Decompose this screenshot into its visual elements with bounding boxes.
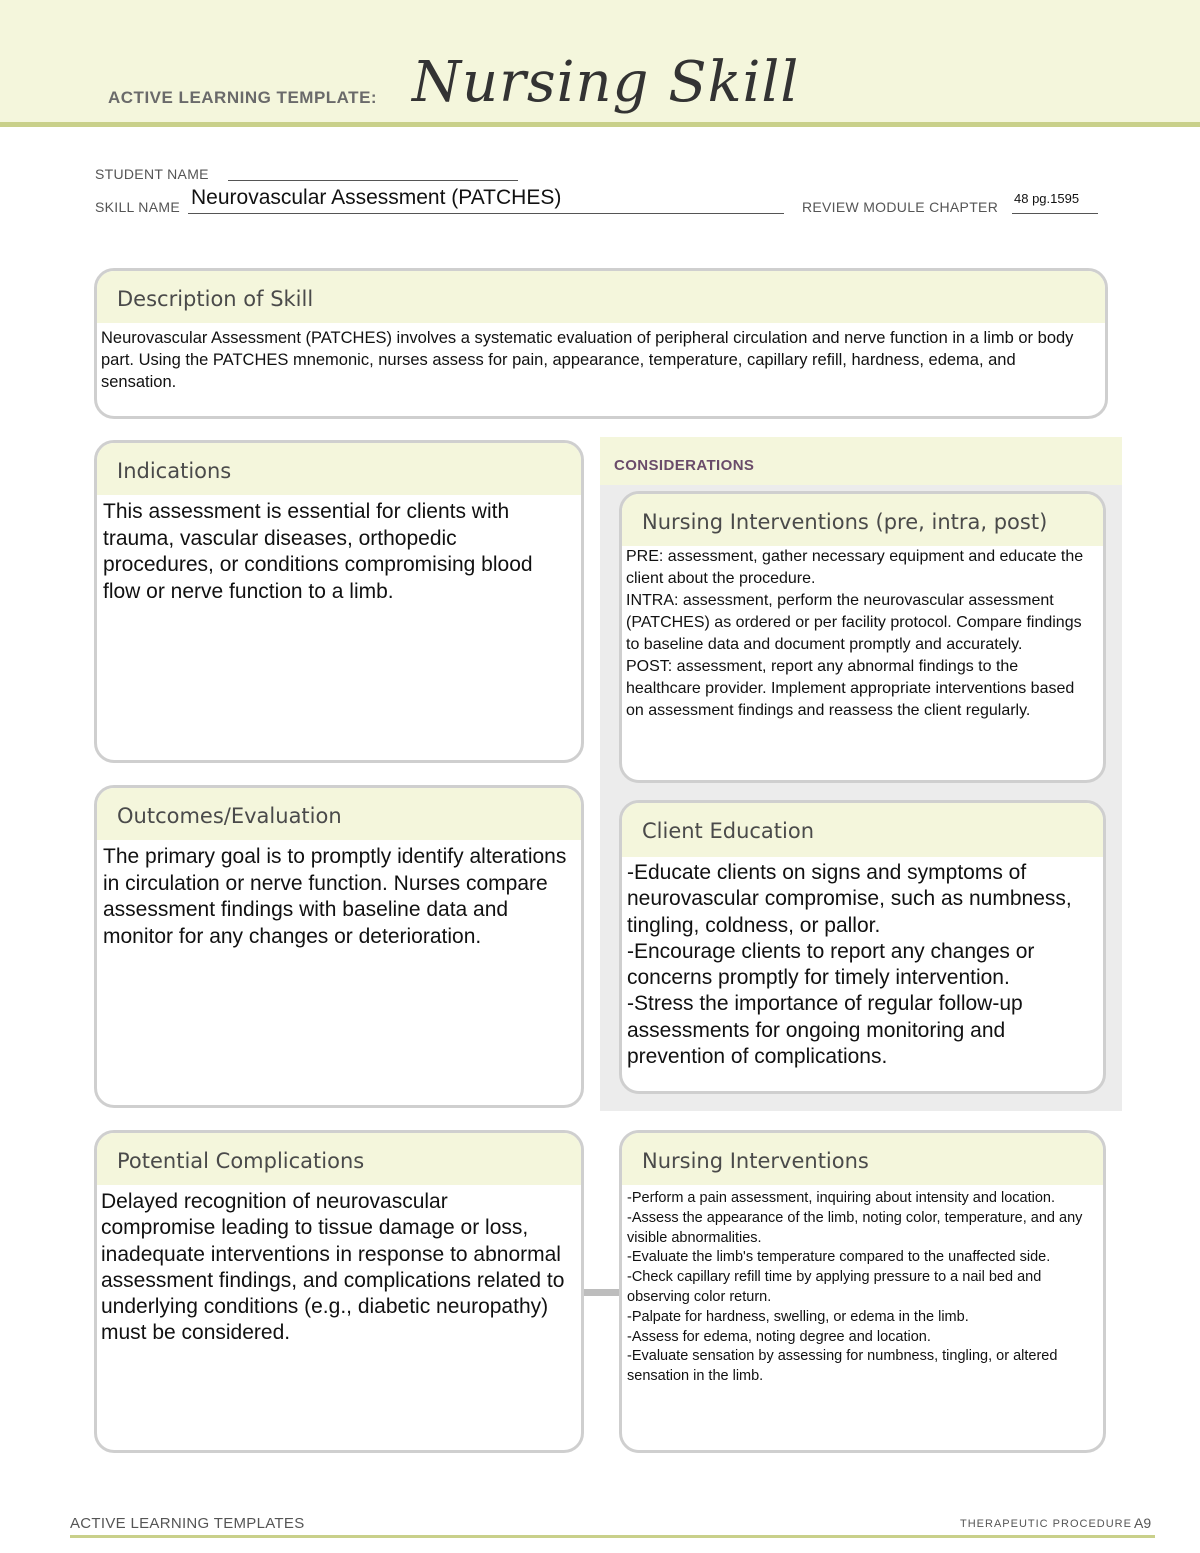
outcomes-text: The primary goal is to promptly identify alterations in circulation or nerve function. Nurses compare assessment findings with baseline data and monitor for any changes or deterioration.: [103, 845, 567, 948]
nursing-interventions-box: [619, 1130, 1106, 1453]
template-label: ACTIVE LEARNING TEMPLATE:: [108, 88, 378, 107]
client-education-item: -Encourage clients to report any changes or concerns promptly for timely intervention.: [627, 939, 1035, 990]
review-module-label: REVIEW MODULE CHAPTER: [802, 199, 999, 215]
indications-box: [94, 440, 584, 763]
client-education-item: -Educate clients on signs and symptoms of neurovascular compromise, such as numbness, tingling, coldness, or pallor.: [627, 861, 1072, 937]
nursing-intervention-item: -Evaluate sensation by assessing for numbness, tingling, or altered sensation in the limb.: [627, 1348, 1058, 1385]
intra-intervention: INTRA: assessment, perform the neurovascular assessment (PATCHES) as ordered or per facility protocol. Compare findings to baseline data and document promptly and accurately.: [626, 592, 1082, 653]
nursing-interventions-prepost-text: [622, 546, 1103, 722]
student-name-field[interactable]: [228, 180, 518, 181]
complications-text: Delayed recognition of neurovascular compromise leading to tissue damage or loss, inadequate interventions in response to abnormal assessment findings, and complications related to underlying conditions (e.g., diabetic neuropathy) must be considered.: [101, 1190, 565, 1345]
pre-intervention: PRE: assessment, gather necessary equipment and educate the client about the procedure.: [626, 548, 1084, 587]
description-title: Description of Skill: [97, 271, 1105, 323]
nursing-interventions-list: [622, 1185, 1103, 1387]
outcomes-title: Outcomes/Evaluation: [97, 788, 581, 840]
description-box: [94, 268, 1108, 419]
review-module-field[interactable]: [1012, 213, 1098, 214]
footer-page-number: A9: [1134, 1515, 1152, 1531]
complications-box: [94, 1130, 584, 1453]
client-education-text: [622, 857, 1103, 1070]
considerations-title: CONSIDERATIONS: [614, 457, 755, 474]
skill-name-value: Neurovascular Assessment (PATCHES): [191, 186, 562, 209]
nursing-intervention-item: -Evaluate the limb's temperature compared to the unaffected side.: [627, 1249, 1051, 1266]
nursing-interventions-title: Nursing Interventions: [622, 1133, 1103, 1185]
connector-bar: [582, 1289, 622, 1296]
client-education-item: -Stress the importance of regular follow-up assessments for ongoing monitoring and prevention of complications.: [627, 992, 1023, 1069]
outcomes-box: [94, 785, 584, 1108]
client-education-title: Client Education: [622, 803, 1103, 857]
nursing-intervention-item: -Assess the appearance of the limb, noting color, temperature, and any visible abnormalities.: [627, 1209, 1083, 1246]
skill-name-field[interactable]: [188, 213, 784, 214]
nursing-intervention-item: -Palpate for hardness, swelling, or edema in the limb.: [627, 1308, 969, 1325]
footer-left: ACTIVE LEARNING TEMPLATES: [70, 1515, 305, 1532]
footer-right: THERAPEUTIC PROCEDURE: [960, 1518, 1132, 1530]
nursing-intervention-item: -Perform a pain assessment, inquiring about intensity and location.: [627, 1190, 1055, 1206]
footer-divider: [70, 1535, 1155, 1538]
post-intervention: POST: assessment, report any abnormal findings to the healthcare provider. Implement appropriate interventions based on assessment findings and reassess the client regularly.: [626, 658, 1075, 719]
header-divider: [0, 122, 1200, 127]
nursing-intervention-item: -Check capillary refill time by applying pressure to a nail bed and observing color return.: [627, 1269, 1042, 1305]
template-title: Nursing Skill: [412, 50, 800, 115]
nursing-interventions-prepost-title: Nursing Interventions (pre, intra, post): [622, 494, 1103, 546]
nursing-interventions-prepost-box: [619, 491, 1106, 783]
review-module-value: 48 pg.1595: [1014, 191, 1080, 206]
nursing-intervention-item: -Assess for edema, noting degree and location.: [627, 1328, 931, 1345]
description-text: Neurovascular Assessment (PATCHES) involves a systematic evaluation of peripheral circulation and nerve function in a limb or body part. Using the PATCHES mnemonic, nurses assess for pain, appearance, temperature, capillary refill, hardness, edema, and sensation.: [101, 329, 1074, 391]
client-education-box: [619, 800, 1106, 1094]
student-name-label: STUDENT NAME: [95, 166, 209, 182]
complications-title: Potential Complications: [97, 1133, 581, 1185]
skill-name-label: SKILL NAME: [95, 199, 180, 215]
indications-text: This assessment is essential for clients with trauma, vascular diseases, orthopedic procedures, or conditions compromising blood flow or nerve function to a limb.: [103, 500, 533, 603]
indications-title: Indications: [97, 443, 581, 495]
